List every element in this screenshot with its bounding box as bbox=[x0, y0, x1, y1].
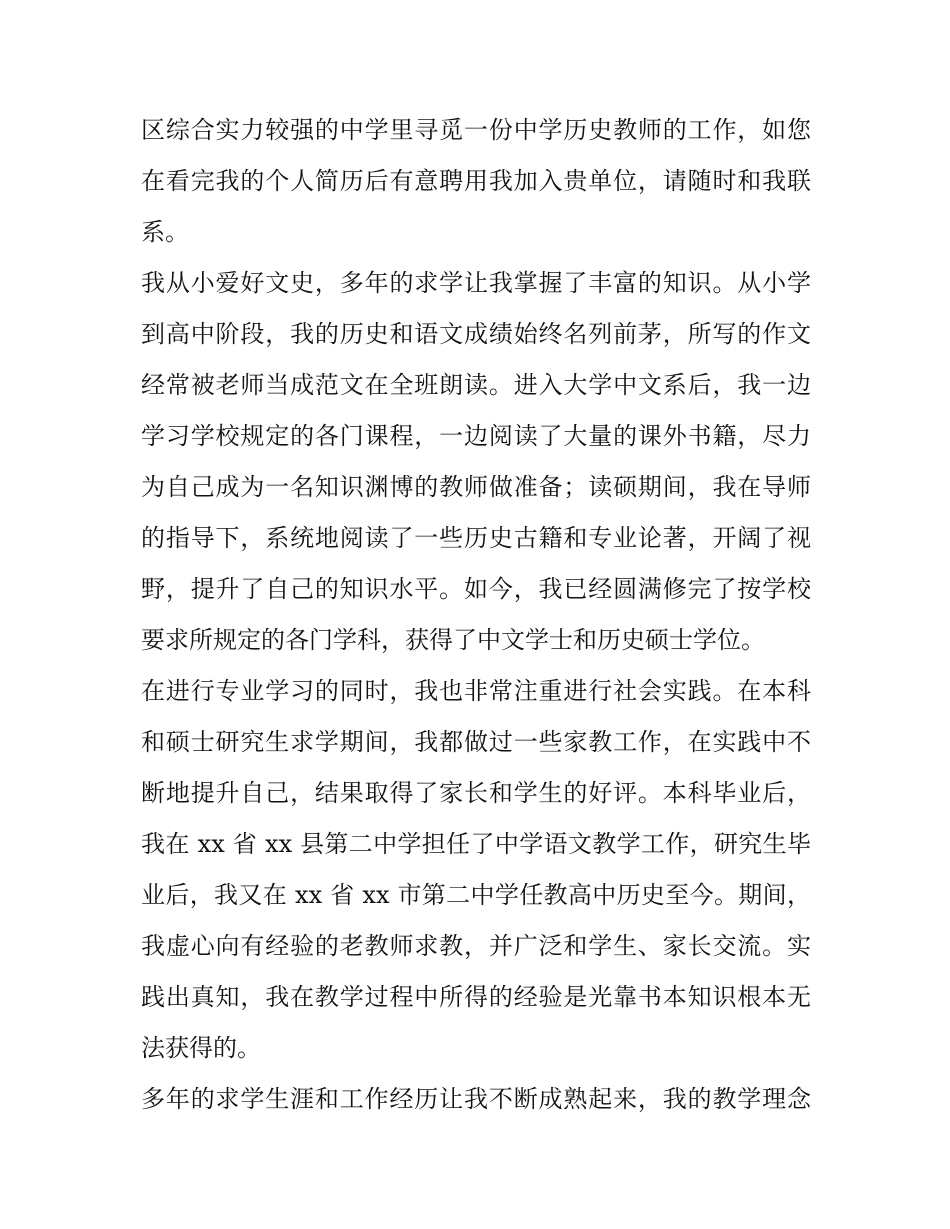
text-line: 多年的求学生涯和工作经历让我不断成熟起来，我的教学理念 bbox=[141, 1085, 811, 1113]
text-line: 断地提升自己，结果取得了家长和学生的好评。本科毕业后， bbox=[141, 779, 811, 807]
text-line: 我在 xx 省 xx 县第二中学担任了中学语文教学工作，研究生毕 bbox=[141, 830, 811, 858]
text-line: 到高中阶段，我的历史和语文成绩始终名列前茅，所写的作文 bbox=[141, 320, 811, 348]
text-line: 经常被老师当成范文在全班朗读。进入大学中文系后，我一边 bbox=[141, 371, 811, 399]
text-line: 践出真知，我在教学过程中所得的经验是光靠书本知识根本无 bbox=[141, 983, 811, 1011]
paragraph-3 bbox=[141, 666, 811, 1074]
paragraph-2 bbox=[141, 258, 811, 666]
text-line: 和硕士研究生求学期间，我都做过一些家教工作，在实践中不 bbox=[141, 728, 811, 756]
document-body bbox=[141, 105, 811, 1125]
text-line: 为自己成为一名知识渊博的教师做准备；读硕期间，我在导师 bbox=[141, 473, 811, 501]
text-line: 要求所规定的各门学科，获得了中文学士和历史硕士学位。 bbox=[141, 626, 765, 654]
text-line: 我从小爱好文史，多年的求学让我掌握了丰富的知识。从小学 bbox=[141, 269, 811, 297]
text-line: 区综合实力较强的中学里寻觅一份中学历史教师的工作，如您 bbox=[141, 116, 811, 144]
text-line: 法获得的。 bbox=[141, 1034, 261, 1062]
text-line: 系。 bbox=[141, 218, 189, 246]
text-line: 的指导下，系统地阅读了一些历史古籍和专业论著，开阔了视 bbox=[141, 524, 811, 552]
text-line: 学习学校规定的各门课程，一边阅读了大量的课外书籍，尽力 bbox=[141, 422, 811, 450]
text-line: 我虚心向有经验的老教师求教，并广泛和学生、家长交流。实 bbox=[141, 932, 811, 960]
text-line: 业后，我又在 xx 省 xx 市第二中学任教高中历史至今。期间， bbox=[141, 881, 811, 909]
paragraph-4 bbox=[141, 1074, 811, 1125]
text-line: 在看完我的个人简历后有意聘用我加入贵单位，请随时和我联 bbox=[141, 167, 811, 195]
text-line: 在进行专业学习的同时，我也非常注重进行社会实践。在本科 bbox=[141, 677, 811, 705]
paragraph-1 bbox=[141, 105, 811, 258]
text-line: 野，提升了自己的知识水平。如今，我已经圆满修完了按学校 bbox=[141, 575, 811, 603]
